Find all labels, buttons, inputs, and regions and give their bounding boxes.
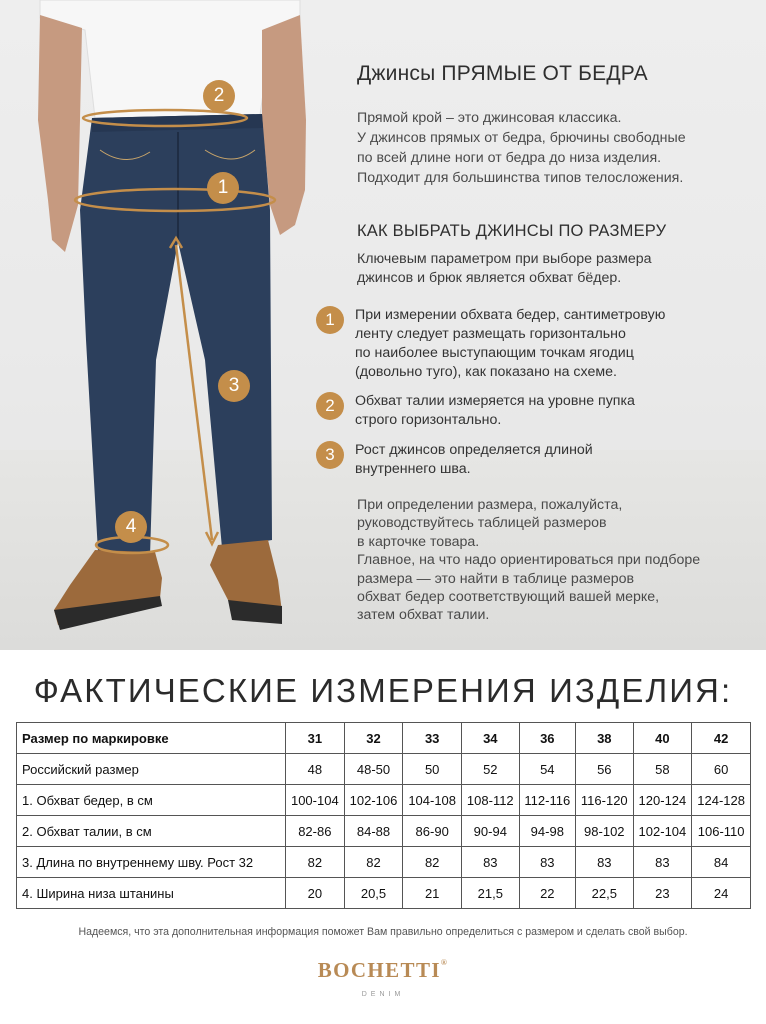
table-cell: 82-86 <box>286 816 345 847</box>
table-cell: 120-124 <box>633 785 692 816</box>
intro-line: по всей длине ноги от бедра до низа изделия. <box>357 150 662 166</box>
intro-line: Прямой крой – это джинсовая классика. <box>357 110 622 126</box>
table-cell: 54 <box>519 754 575 785</box>
table-row <box>17 785 751 816</box>
table-cell: 83 <box>633 847 692 878</box>
note-line: При определении размера, пожалуйста, <box>357 497 623 513</box>
table-cell: 116-120 <box>576 785 634 816</box>
table-cell: 22 <box>519 878 575 909</box>
table-cell: 84 <box>692 847 751 878</box>
table-cell: 48-50 <box>344 754 403 785</box>
step-line: (довольно туго), как показано на схеме. <box>355 364 617 380</box>
key-parameter-text <box>357 250 652 288</box>
size-table <box>16 722 751 909</box>
page-title: Джинсы ПРЯМЫЕ ОТ БЕДРА <box>357 62 648 85</box>
note-line: обхват бедер соответствующий вашей мерке, <box>357 589 660 606</box>
size-header: 38 <box>576 723 634 754</box>
table-cell: 82 <box>286 847 345 878</box>
brand-subtitle: DENIM <box>361 991 405 998</box>
measurements-title: ФАКТИЧЕСКИЕ ИЗМЕРЕНИЯ ИЗДЕЛИЯ: <box>33 672 733 709</box>
size-header: 40 <box>633 723 692 754</box>
size-header: 42 <box>692 723 751 754</box>
row-label: 3. Длина по внутреннему шву. Рост 32 <box>17 847 286 878</box>
size-header: 36 <box>519 723 575 754</box>
step-number: 2 <box>316 392 344 420</box>
table-cell: 23 <box>633 878 692 909</box>
brand-logo <box>0 958 766 983</box>
step-text <box>355 392 635 430</box>
step-number: 1 <box>316 306 344 334</box>
step-line: строго горизонтально. <box>355 412 502 428</box>
table-cell: 112-116 <box>519 785 575 816</box>
size-header: 34 <box>462 723 520 754</box>
intro-text <box>357 108 757 188</box>
table-cell: 22,5 <box>576 878 634 909</box>
marker-3: 3 <box>218 370 250 402</box>
step-line: ленту следует размещать горизонтально <box>355 326 626 342</box>
table-cell: 100-104 <box>286 785 345 816</box>
table-cell: 124-128 <box>692 785 751 816</box>
table-header-row <box>17 723 751 754</box>
note-line: размера — это найти в таблице размеров <box>357 570 635 587</box>
intro-line: У джинсов прямых от бедра, брючины свободные <box>357 130 686 146</box>
size-header: 31 <box>286 723 345 754</box>
table-cell: 82 <box>403 847 462 878</box>
table-cell: 83 <box>519 847 575 878</box>
table-cell: 50 <box>403 754 462 785</box>
table-cell: 102-106 <box>344 785 403 816</box>
marker-2: 2 <box>203 80 235 112</box>
left-arm <box>38 15 82 252</box>
table-cell: 21,5 <box>462 878 520 909</box>
table-cell: 90-94 <box>462 816 520 847</box>
step-text <box>355 441 593 479</box>
footer-note: Надеемся, что эта дополнительная информация поможет Вам правильно определиться с размером и сделать свой выбор. <box>78 926 688 938</box>
note-line: Главное, на что надо ориентироваться при подборе <box>357 552 701 569</box>
marker-4: 4 <box>115 511 147 543</box>
step-line: При измерении обхвата бедер, сантиметровую <box>355 307 666 323</box>
row-label: 4. Ширина низа штанины <box>17 878 286 909</box>
table-cell: 102-104 <box>633 816 692 847</box>
size-header: 32 <box>344 723 403 754</box>
table-cell: 20 <box>286 878 345 909</box>
row-label: 1. Обхват бедер, в см <box>17 785 286 816</box>
table-cell: 83 <box>462 847 520 878</box>
key-line: Ключевым параметром при выборе размера <box>357 251 652 267</box>
table-cell: 83 <box>576 847 634 878</box>
jeans <box>80 114 272 556</box>
table-row <box>17 878 751 909</box>
header-label: Размер по маркировке <box>17 723 286 754</box>
table-cell: 94-98 <box>519 816 575 847</box>
row-label: 2. Обхват талии, в см <box>17 816 286 847</box>
table-row <box>17 816 751 847</box>
table-cell: 20,5 <box>344 878 403 909</box>
table-cell: 52 <box>462 754 520 785</box>
step-number: 3 <box>316 441 344 469</box>
note-line: руководствуйтесь таблицей размеров <box>357 515 607 532</box>
table-cell: 60 <box>692 754 751 785</box>
size-header: 33 <box>403 723 462 754</box>
registered-mark: ® <box>440 958 449 967</box>
key-line: джинсов и брюк является обхват бёдер. <box>357 270 622 286</box>
table-cell: 98-102 <box>576 816 634 847</box>
step-line: внутреннего шва. <box>355 461 471 477</box>
table-cell: 84-88 <box>344 816 403 847</box>
row-label: Российский размер <box>17 754 286 785</box>
note-line: затем обхват талии. <box>357 607 490 624</box>
table-cell: 86-90 <box>403 816 462 847</box>
size-guidance-note <box>357 496 700 625</box>
brand-name: BOCHETTI <box>317 958 441 982</box>
model-illustration <box>0 0 320 650</box>
table-cell: 48 <box>286 754 345 785</box>
intro-line: Подходит для большинства типов телосложения. <box>357 170 684 186</box>
table-cell: 21 <box>403 878 462 909</box>
table-cell: 108-112 <box>462 785 520 816</box>
table-row <box>17 754 751 785</box>
table-cell: 106-110 <box>692 816 751 847</box>
note-line: в карточке товара. <box>357 533 480 550</box>
table-cell: 104-108 <box>403 785 462 816</box>
step-line: Рост джинсов определяется длиной <box>355 442 593 458</box>
table-cell: 56 <box>576 754 634 785</box>
table-cell: 82 <box>344 847 403 878</box>
marker-1: 1 <box>207 172 239 204</box>
how-to-title: КАК ВЫБРАТЬ ДЖИНСЫ ПО РАЗМЕРУ <box>357 222 667 240</box>
step-text <box>355 306 665 382</box>
step-line: Обхват талии измеряется на уровне пупка <box>355 393 635 409</box>
step-line: по наиболее выступающим точкам ягодиц <box>355 345 634 361</box>
table-cell: 24 <box>692 878 751 909</box>
table-cell: 58 <box>633 754 692 785</box>
table-row <box>17 847 751 878</box>
